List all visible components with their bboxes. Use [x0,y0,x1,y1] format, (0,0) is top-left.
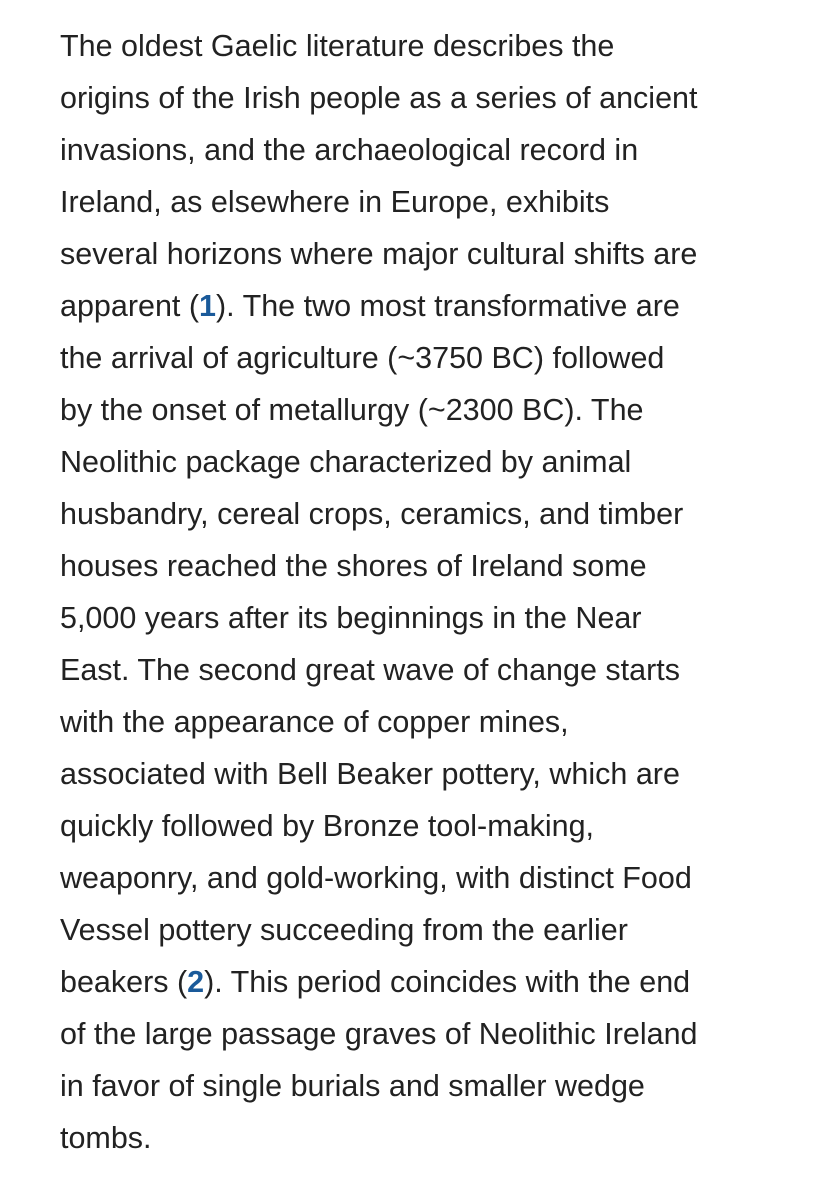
reference-link-2[interactable]: 2 [187,965,205,999]
text-line: in favor of single burials and smaller wedge [60,1069,645,1103]
text-line: by the onset of metallurgy (~2300 BC). The [60,393,644,427]
text-segment: beakers ( [60,965,188,999]
text-line: Vessel pottery succeeding from the earlier [60,913,628,947]
reference-link-1[interactable]: 1 [199,289,217,323]
text-line: origins of the Irish people as a series of ancient [60,81,698,115]
article-paragraph [60,20,800,1164]
text-line: husbandry, cereal crops, ceramics, and timber [60,497,684,531]
text-line: tombs. [60,1121,152,1155]
text-line: Ireland, as elsewhere in Europe, exhibits [60,185,610,219]
text-line: East. The second great wave of change starts [60,653,680,687]
text-line: the arrival of agriculture (~3750 BC) followed [60,341,665,375]
text-line: houses reached the shores of Ireland some [60,549,647,583]
text-segment: ). The two most transformative are [216,289,680,323]
text-line: several horizons where major cultural shifts are [60,237,698,271]
text-line: weaponry, and gold-working, with distinct Food [60,861,692,895]
text-line: invasions, and the archaeological record in [60,133,639,167]
text-segment: ). This period coincides with the end [204,965,691,999]
text-segment: apparent ( [60,289,200,323]
text-line: 5,000 years after its beginnings in the Near [60,601,642,635]
text-line: of the large passage graves of Neolithic Ireland [60,1017,698,1051]
text-line: The oldest Gaelic literature describes the [60,29,615,63]
text-line: with the appearance of copper mines, [60,705,569,739]
text-line [60,956,800,1008]
text-line [60,280,800,332]
text-line: quickly followed by Bronze tool-making, [60,809,595,843]
text-line: Neolithic package characterized by animal [60,445,632,479]
text-line: associated with Bell Beaker pottery, which are [60,757,680,791]
